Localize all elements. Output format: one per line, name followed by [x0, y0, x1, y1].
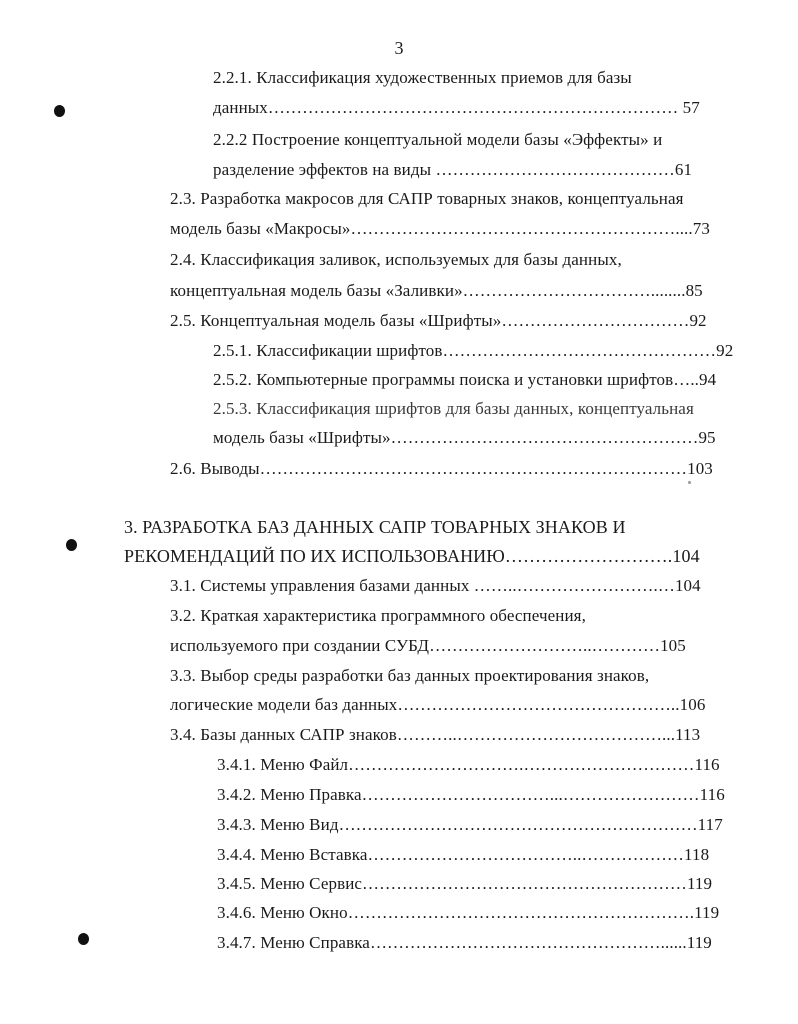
toc-line: 2.2.2 Построение концептуальной модели базы «Эффекты» и	[213, 130, 663, 149]
punch-hole-mark	[66, 539, 77, 551]
toc-line: 3.2. Краткая характеристика программного обеспечения,	[170, 606, 586, 625]
toc-line: 3.1. Системы управления базами данных ……..…………………….…104	[170, 576, 701, 595]
toc-line: 3.4.5. Меню Сервис…………………………………………………119	[217, 874, 713, 893]
page-number: 3	[394, 38, 404, 58]
toc-line: модель базы «Макросы»…………………………………………………....73	[170, 219, 710, 238]
toc-line: 2.3. Разработка макросов для САПР товарных знаков, концептуальная	[170, 189, 684, 208]
toc-line: 2.5. Концептуальная модель базы «Шрифты»……………………………92	[170, 311, 707, 330]
toc-line: 3.4.7. Меню Справка……………………………………………......119	[217, 933, 712, 952]
toc-line: разделение эффектов на виды ……………………………………61	[213, 160, 693, 179]
toc-line: 3.3. Выбор среды разработки баз данных проектирования знаков,	[170, 666, 650, 685]
toc-line: логические модели баз данных…………………………………………..106	[170, 695, 706, 714]
toc-line: 2.6. Выводы…………………………………………………………………103	[170, 459, 713, 478]
toc-line: 3.4.1. Меню Файл………………………….…………………………116	[217, 755, 720, 774]
toc-line: 3.4.3. Меню Вид………………………………………………………117	[217, 815, 723, 834]
toc-line: концептуальная модель базы «Заливки»……………………………........85	[170, 281, 703, 300]
toc-line: 3.4.6. Меню Окно…………………………………………………….119	[217, 903, 720, 922]
punch-hole-mark	[78, 933, 89, 945]
punch-hole-mark	[54, 105, 65, 117]
chapter-heading: 3. РАЗРАБОТКА БАЗ ДАННЫХ САПР ТОВАРНЫХ ЗНАКОВ И	[124, 517, 626, 537]
toc-line: 2.5.3. Классификация шрифтов для базы данных, концептуальная	[213, 399, 694, 418]
toc-line: данных……………………………………………………………… 57	[213, 98, 700, 117]
toc-line: модель базы «Шрифты»………………………………………………95	[213, 428, 716, 447]
toc-line: 3.4.4. Меню Вставка………………………………..………………118	[217, 845, 710, 864]
toc-line: 2.2.1. Классификация художественных приемов для базы	[213, 68, 632, 87]
toc-line: 2.4. Классификация заливок, используемых для базы данных,	[170, 250, 622, 269]
toc-line: 2.5.2. Компьютерные программы поиска и установки шрифтов…..94	[213, 370, 717, 389]
toc-line: используемого при создании СУБД………………………..…………105	[170, 636, 686, 655]
toc-line: 3.4.2. Меню Правка……………………………...……………………116	[217, 785, 725, 804]
chapter-heading: РЕКОМЕНДАЦИЙ ПО ИХ ИСПОЛЬЗОВАНИЮ……………………….104	[124, 546, 700, 566]
scan-speck	[688, 481, 691, 484]
toc-line: 2.5.1. Классификации шрифтов…………………………………………92	[213, 341, 734, 360]
toc-line: 3.4. Базы данных САПР знаков………..………………………………...113	[170, 725, 701, 744]
